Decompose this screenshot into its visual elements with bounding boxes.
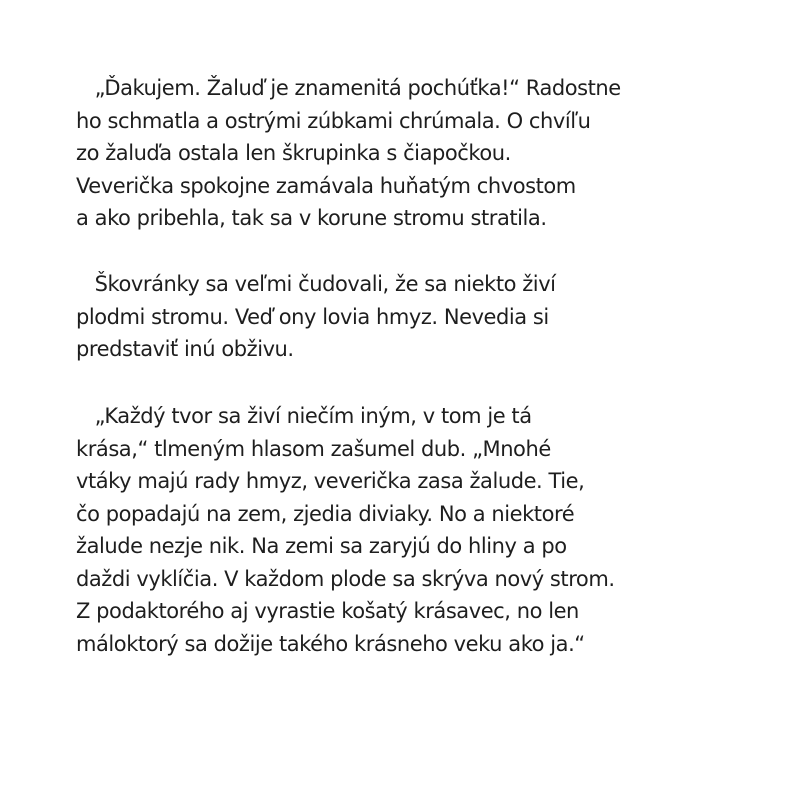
text-line: ho schmatla a ostrými zúbkami chrúmala. O chvíľu [76, 108, 591, 133]
paragraph-2 [76, 268, 776, 366]
text-line: plodmi stromu. Veď ony lovia hmyz. Nevedia si [76, 304, 549, 329]
paragraph-3 [76, 400, 776, 660]
text-line: daždi vyklíčia. V každom plode sa skrýva nový strom. [76, 566, 615, 591]
text-line: Škovránky sa veľmi čudovali, že sa niekto živí [76, 272, 556, 296]
text-line: „Každý tvor sa živí niečím iným, v tom je tá [76, 404, 532, 428]
text-line: vtáky majú rady hmyz, veverička zasa žalude. Tie, [76, 469, 585, 493]
text-line: žalude nezje nik. Na zemi sa zaryjú do hliny a po [76, 534, 567, 558]
text-line: Veverička spokojne zamávala huňatým chvostom [76, 173, 576, 198]
paragraph-1 [76, 72, 776, 235]
text-line: čo popadajú na zem, zjedia diviaky. No a niektoré [76, 501, 575, 526]
text-line: „Ďakujem. Žaluď je znamenitá pochúťka!“ Radostne [76, 76, 621, 100]
text-line: a ako pribehla, tak sa v korune stromu stratila. [76, 206, 547, 230]
text-line: Z podaktorého aj vyrastie košatý krásavec, no len [76, 599, 579, 623]
text-line: krása,“ tlmeným hlasom zašumel dub. „Mnohé [76, 436, 551, 461]
text-line: predstaviť inú obživu. [76, 337, 294, 361]
text-line: máloktorý sa dožije takého krásneho veku ako ja.“ [76, 631, 585, 656]
text-line: zo žaluďa ostala len škrupinka s čiapočkou. [76, 141, 511, 165]
